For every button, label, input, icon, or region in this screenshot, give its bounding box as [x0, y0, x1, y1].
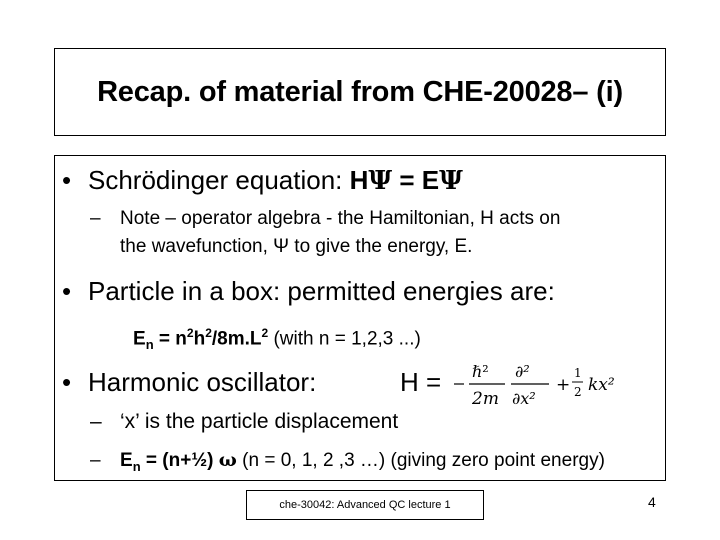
- bullet-icon: •: [62, 367, 72, 397]
- eq-psi-2: Ψ: [439, 166, 463, 196]
- harmonic-H-label: H =: [400, 367, 442, 397]
- eq-psi: Ψ: [368, 166, 393, 196]
- hamiltonian-formula-image: [452, 360, 652, 416]
- svg-text:+: +: [556, 375, 571, 395]
- En-E: E: [120, 450, 133, 471]
- energy-formula: [133, 326, 421, 352]
- slide-title: Recap. of material from CHE-20028– (i): [97, 75, 623, 108]
- En-sub-n: n: [132, 458, 141, 474]
- title-box: [54, 48, 666, 136]
- svg-text:1: 1: [574, 366, 582, 380]
- formula-h: h: [193, 328, 206, 350]
- dash-icon: –: [90, 450, 101, 471]
- svg-text:ℏ²: ℏ²: [472, 362, 489, 381]
- svg-text:∂²: ∂²: [515, 362, 530, 381]
- dash-icon: –: [90, 410, 102, 433]
- omega-symbol: ω: [218, 449, 237, 471]
- page-number: 4: [648, 494, 656, 510]
- eq-equals-E: = E: [392, 165, 440, 195]
- bullet-icon: •: [62, 165, 72, 195]
- harmonic-text: Harmonic oscillator:: [88, 367, 317, 397]
- formula-sup-3: 2: [261, 326, 269, 340]
- particle-box-text: Particle in a box: permitted energies are:: [88, 276, 555, 306]
- footer-text: che-30042: Advanced QC lecture 1: [279, 499, 451, 511]
- schrodinger-label: Schrödinger equation:: [88, 165, 350, 195]
- formula-eq: = n: [153, 328, 187, 350]
- svg-text:2m: 2m: [472, 389, 499, 409]
- dash-icon: –: [90, 208, 101, 229]
- formula-sup-1: 2: [186, 326, 194, 340]
- bullet-harmonic: [62, 367, 316, 398]
- formula-sub-n: n: [145, 337, 154, 353]
- En-eq: = (n+½): [140, 450, 219, 471]
- note-line-2: the wavefunction, Ψ to give the energy, E.: [120, 236, 473, 257]
- footer-box: [246, 490, 484, 520]
- displacement-text: ‘x’ is the particle displacement: [120, 410, 399, 433]
- formula-rest: (with n = 1,2,3 ...): [268, 328, 421, 350]
- formula-sup-2: 2: [205, 326, 212, 340]
- note-line-1: [90, 208, 560, 230]
- formula-div: /8m.L: [211, 328, 262, 350]
- svg-text:2: 2: [574, 385, 582, 399]
- En-rest: (n = 0, 1, 2 ,3 …) (giving zero point energy): [236, 450, 605, 471]
- eq-H: H: [349, 165, 369, 195]
- formula-E: E: [133, 328, 146, 350]
- bullet-schrodinger: [62, 165, 463, 196]
- note-text-1: Note – operator algebra - the Hamiltonian, H acts on: [120, 208, 561, 229]
- svg-text:∂x²: ∂x²: [512, 389, 536, 408]
- bullet-icon: •: [62, 276, 72, 306]
- svg-text:kx²: kx²: [588, 375, 615, 395]
- displacement-line: [90, 410, 398, 434]
- bullet-particle-box: [62, 276, 555, 307]
- En-line: [90, 449, 605, 474]
